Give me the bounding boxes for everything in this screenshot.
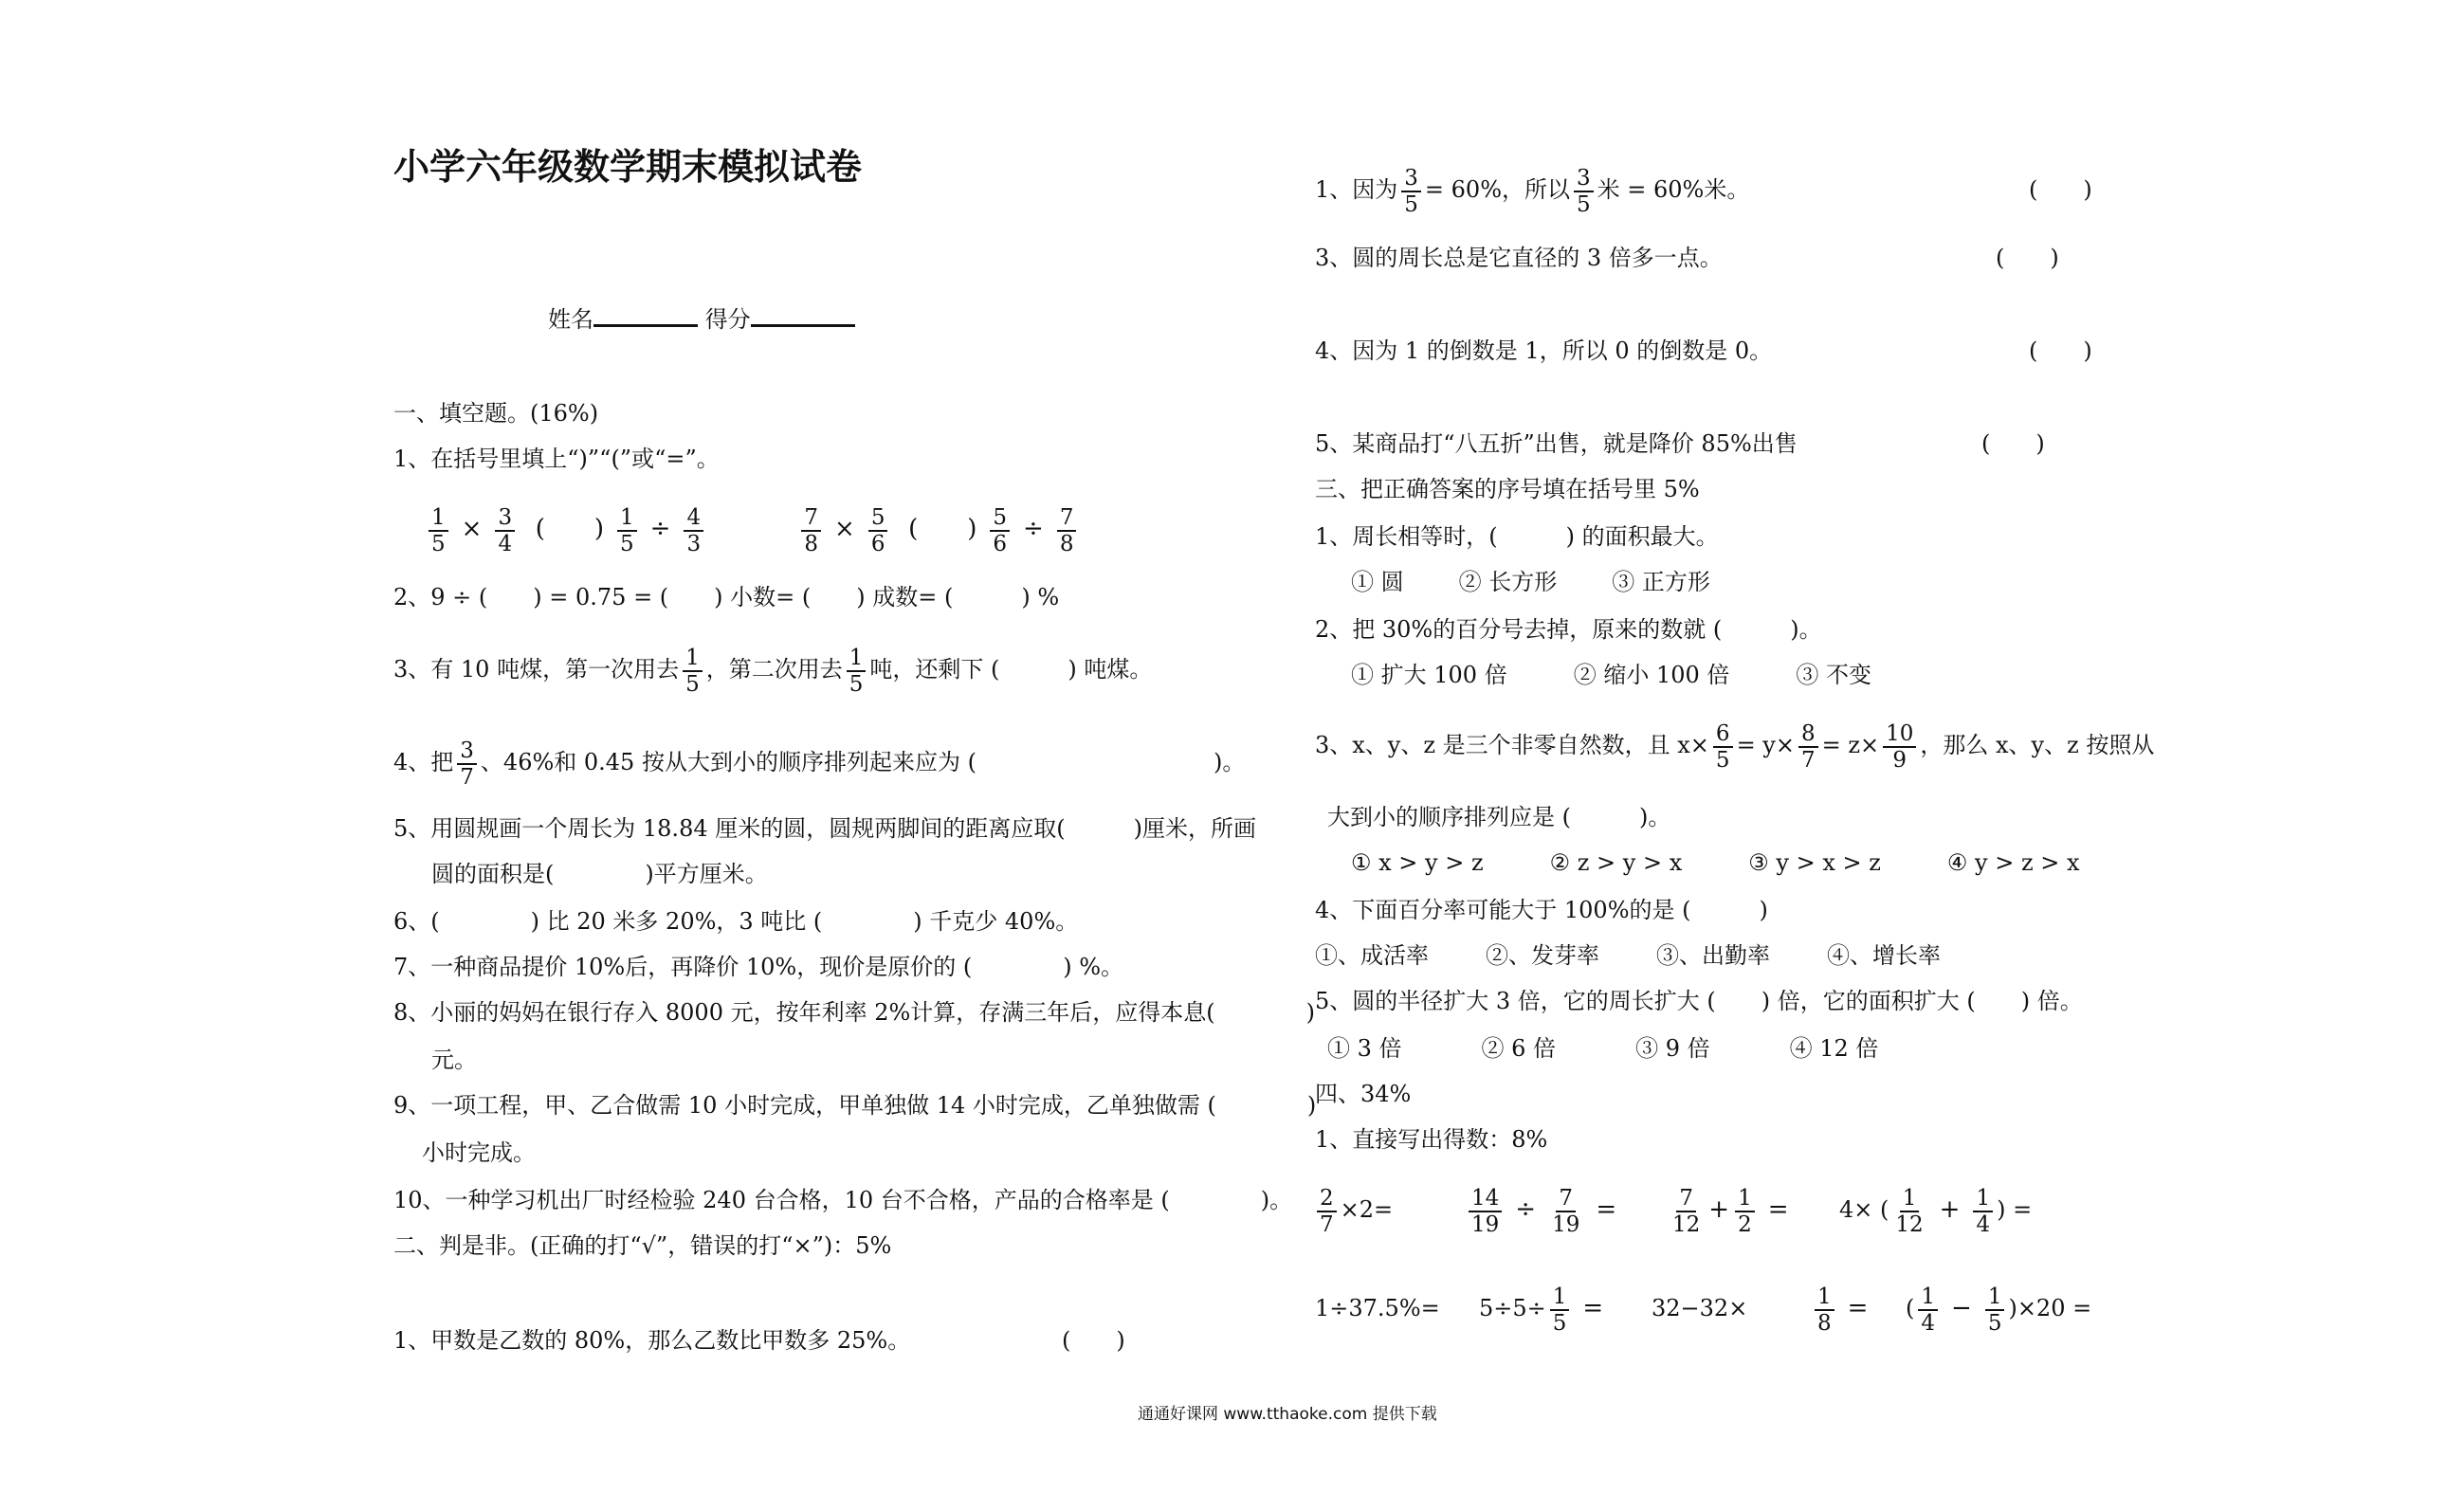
minus-sign: − [1951, 1294, 1972, 1322]
plus-sign: + [1939, 1195, 1961, 1224]
q8-line1: 8、小丽的妈妈在银行存入 8000 元，按年利率 2%计算，存满三年后，应得本息( ) [393, 999, 1316, 1026]
name-score-line [548, 303, 855, 335]
choice3-part: = y× [1736, 732, 1795, 758]
calc-item: 32−32× [1652, 1295, 1748, 1321]
judge-r3-paren: ( ) [1996, 245, 2059, 271]
name-blank [593, 303, 698, 327]
calc-part: = [1767, 1195, 1789, 1224]
judge-r1-text [1315, 163, 1749, 217]
calc-item [1811, 1280, 1877, 1337]
option: ③ 不变 [1796, 662, 1872, 688]
option: ③ 正方形 [1612, 569, 1710, 595]
option: ③ y > x > z [1748, 849, 1881, 876]
q3-part: ，第二次用去 [705, 656, 843, 683]
q4-part: )。 [1213, 749, 1246, 775]
fraction: $\frac{8}{7}$ [1798, 721, 1818, 773]
option: ④、增长率 [1827, 942, 1941, 969]
q3-part: 3、有 10 吨煤，第一次用去 [393, 656, 680, 683]
judge-r4-text: 4、因为 1 的倒数是 1，所以 0 的倒数是 0。 [1315, 337, 1773, 364]
q1-compare-row [425, 501, 1080, 557]
fraction: $\frac{6}{5}$ [1713, 721, 1733, 773]
judge-r5-text: 5、某商品打“八五折”出售，就是降价 85%出售 [1315, 430, 1798, 457]
fraction: $\frac{1}{5}$ [617, 505, 637, 556]
fraction: $\frac{10}{9}$ [1883, 721, 1916, 773]
choice3-part: 3、x、y、z 是三个非零自然数，且 x× [1315, 732, 1709, 758]
judge-r1-part: 米 = 60%米。 [1597, 176, 1750, 203]
fraction: $\frac{3}{5}$ [1574, 166, 1594, 217]
fraction: $\frac{1}{2}$ [1735, 1186, 1755, 1237]
judge-r5-paren: ( ) [1981, 430, 2045, 457]
calc-part: ×2= [1340, 1196, 1394, 1223]
judge1-paren: ( ) [1062, 1327, 1125, 1354]
calc-item [1313, 1181, 1393, 1238]
fraction: $\frac{7}{8}$ [801, 505, 821, 556]
fraction: $\frac{1}{5}$ [1550, 1284, 1570, 1336]
judge-r1-part: 1、因为 [1315, 176, 1398, 203]
option: ② 缩小 100 倍 [1573, 662, 1730, 688]
q2-text: 2、9 ÷ ( ) = 0.75 = ( ) 小数= ( ) 成数= ( ) % [393, 584, 1060, 610]
footer-credit: 通通好课网 www.tthaoke.com 提供下载 [1138, 1405, 1437, 1424]
calc-item [1465, 1181, 1626, 1238]
plus-sign: + [1708, 1195, 1730, 1224]
fraction: $\frac{4}{3}$ [684, 505, 703, 556]
divide-sign: ÷ [1515, 1195, 1537, 1224]
calc-part: )×20 = [2008, 1295, 2092, 1321]
answer-paren: ( ) [535, 515, 605, 543]
fraction: $\frac{3}{5}$ [1401, 166, 1421, 217]
calc-item: 1÷37.5%= [1315, 1295, 1440, 1321]
q4-part: 4、把 [393, 749, 454, 775]
direct-calc-heading: 1、直接写出得数：8% [1315, 1126, 1548, 1153]
fraction: $\frac{1}{5}$ [429, 505, 448, 556]
fraction: $\frac{3}{4}$ [495, 505, 515, 556]
section4-heading: 四、34% [1315, 1081, 1412, 1107]
fraction: $\frac{1}{8}$ [1815, 1284, 1834, 1336]
answer-paren: ( ) [908, 515, 977, 543]
fraction: $\frac{2}{7}$ [1317, 1186, 1337, 1237]
q8-line2: 元。 [431, 1047, 477, 1073]
fraction: $\frac{1}{4}$ [1973, 1186, 1993, 1237]
choice1-text: 1、周长相等时，( ) 的面积最大。 [1315, 523, 1719, 550]
fraction: $\frac{5}{6}$ [868, 505, 888, 556]
q5-line2: 圆的面积是( )平方厘米。 [431, 861, 768, 887]
q10-text: 10、一种学习机出厂时经检验 240 台合格，10 台不合格，产品的合格率是 ( )。 [393, 1187, 1293, 1213]
fraction: $\frac{1}{5}$ [683, 646, 703, 697]
fraction: $\frac{1}{12}$ [1895, 1185, 1924, 1237]
fraction: $\frac{7}{19}$ [1552, 1185, 1580, 1237]
judge-r1-paren: ( ) [2029, 176, 2092, 203]
choice2-options [1351, 660, 1871, 690]
option: ① 圆 [1351, 569, 1404, 595]
choice5-options [1327, 1033, 1878, 1064]
judge1-text: 1、甲数是乙数的 80%，那么乙数比甲数多 25%。 [393, 1327, 911, 1354]
fraction: $\frac{7}{12}$ [1672, 1185, 1701, 1237]
calc-part: ) = [1997, 1196, 2033, 1223]
fraction: $\frac{5}{6}$ [990, 505, 1010, 556]
q7-text: 7、一种商品提价 10%后，再降价 10%，现价是原价的 ( ) %。 [393, 954, 1124, 980]
section3-heading: 三、把正确答案的序号填在括号里 5% [1315, 476, 1700, 502]
fraction: $\frac{1}{5}$ [847, 646, 867, 697]
option: ② z > y > x [1549, 849, 1683, 876]
choice3-part: ，那么 x、y、z 按照从 [1920, 732, 2155, 758]
name-label: 姓名 [548, 306, 593, 333]
times-sign: × [834, 515, 855, 543]
fraction: $\frac{14}{19}$ [1469, 1186, 1502, 1237]
section1-heading: 一、填空题。(16%) [393, 400, 599, 427]
option: ② 6 倍 [1481, 1035, 1557, 1062]
option: ②、发芽率 [1486, 942, 1599, 969]
fraction: $\frac{3}{7}$ [457, 738, 477, 790]
option: ④ y > z > x [1946, 849, 2080, 876]
q3-part: 吨，还剩下 ( ) 吨煤。 [869, 656, 1153, 683]
option: ① 扩大 100 倍 [1351, 662, 1507, 688]
judge-r4-paren: ( ) [2029, 337, 2092, 364]
option: ② 长方形 [1458, 569, 1558, 595]
divide-sign: ÷ [1023, 515, 1044, 543]
q3-text [393, 643, 1152, 697]
divide-sign: ÷ [649, 515, 671, 543]
calc-item [1479, 1280, 1613, 1337]
choice5-text: 5、圆的半径扩大 3 倍，它的周长扩大 ( ) 倍，它的面积扩大 ( ) 倍。 [1315, 988, 2083, 1014]
times-sign: × [461, 515, 483, 543]
calc-item [1906, 1280, 2091, 1337]
judge-r1-part: = 60%，所以 [1424, 176, 1571, 203]
q9-line2: 小时完成。 [422, 1139, 536, 1166]
option: ④ 12 倍 [1789, 1035, 1879, 1062]
calc-part: ( [1906, 1295, 1915, 1321]
choice3-options [1351, 847, 2080, 878]
choice3-part: = z× [1821, 732, 1880, 758]
q1-text: 1、在括号里填上“)”“(”或“=”。 [393, 446, 720, 472]
calc-item [1666, 1181, 1798, 1238]
score-blank [751, 303, 855, 327]
q6-text: 6、( ) 比 20 米多 20%，3 吨比 ( ) 千克少 40%。 [393, 908, 1079, 935]
choice3-line2: 大到小的顺序排列应是 ( )。 [1327, 804, 1671, 830]
q4-text [393, 736, 1245, 790]
q5-line1: 5、用圆规画一个周长为 18.84 厘米的圆，圆规两脚间的距离应取( )厘米，所画 [393, 815, 1256, 842]
calc-part: = [1582, 1294, 1604, 1322]
choice2-text: 2、把 30%的百分号去掉，原来的数就 ( )。 [1315, 616, 1822, 643]
option: ① 3 倍 [1327, 1035, 1402, 1062]
option: ③ 9 倍 [1635, 1035, 1710, 1062]
calc-part: = [1596, 1195, 1617, 1224]
fraction: $\frac{1}{4}$ [1918, 1284, 1938, 1336]
q9-line1: 9、一项工程，甲、乙合做需 10 小时完成，甲单独做 14 小时完成，乙单独做需 ( ) [393, 1092, 1317, 1119]
choice4-text: 4、下面百分率可能大于 100%的是 ( ) [1315, 897, 1768, 923]
score-label: 得分 [704, 306, 751, 333]
choice3-line1 [1315, 719, 2154, 773]
option: ①、成活率 [1315, 942, 1429, 969]
fraction: $\frac{7}{8}$ [1057, 505, 1077, 556]
calc-part: 4× ( [1839, 1196, 1889, 1223]
calc-item [1839, 1181, 2032, 1238]
page-title: 小学六年级数学期末模拟试卷 [393, 146, 863, 188]
q4-part: 、46%和 0.45 按从大到小的顺序排列起来应为 ( [480, 749, 976, 775]
choice1-options [1351, 567, 1710, 597]
section2-heading: 二、判是非。(正确的打“√”，错误的打“×”)：5% [393, 1232, 892, 1259]
calc-part: 5÷5÷ [1479, 1295, 1546, 1321]
fraction: $\frac{1}{5}$ [1985, 1284, 2005, 1336]
option: ① x > y > z [1351, 849, 1484, 876]
calc-part: = [1847, 1294, 1869, 1322]
judge-r3-text: 3、圆的周长总是它直径的 3 倍多一点。 [1315, 245, 1723, 271]
option: ③、出勤率 [1656, 942, 1770, 969]
choice4-options [1315, 940, 1941, 971]
